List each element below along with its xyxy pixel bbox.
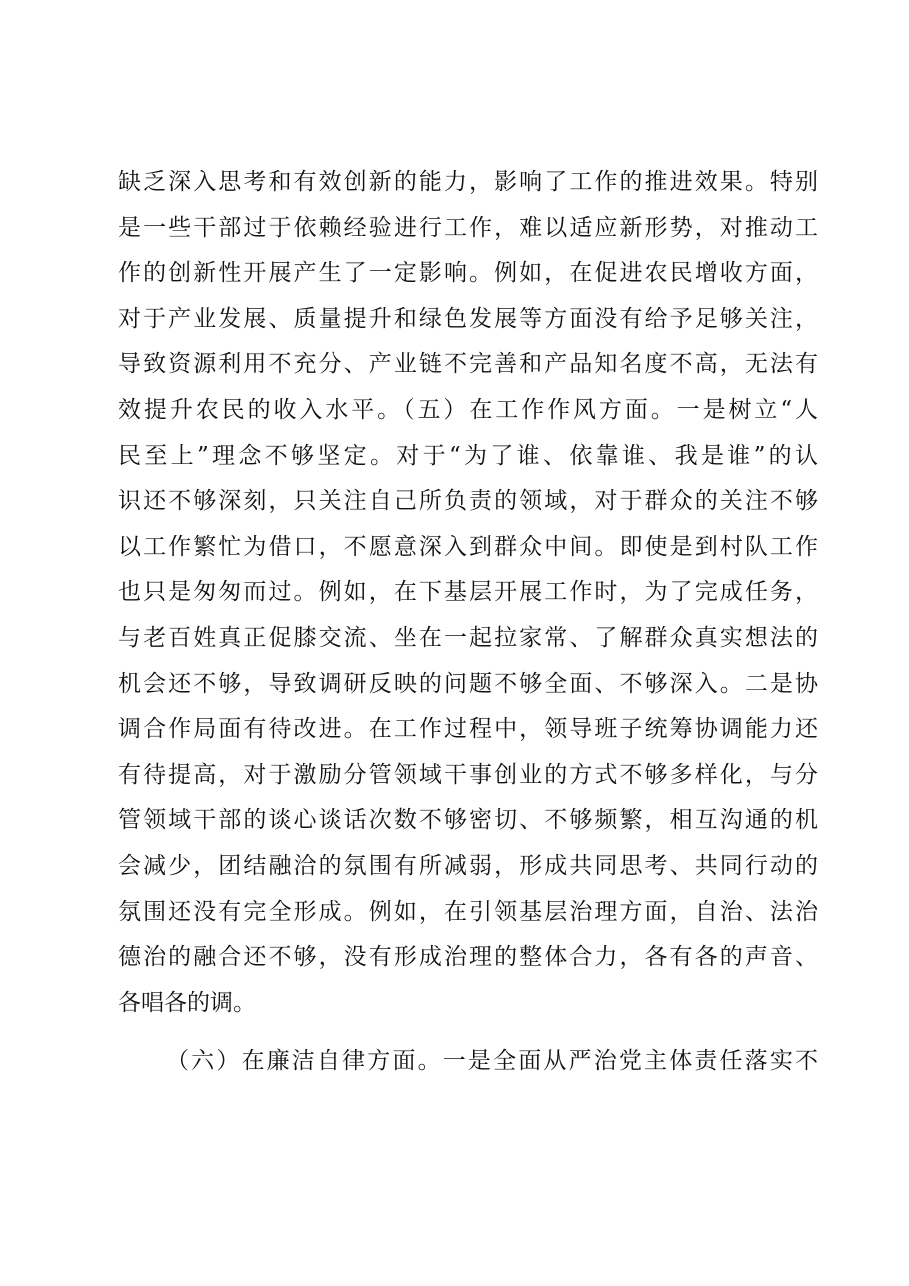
text-line: 与老百姓真正促膝交流、坐在一起拉家常、了解群众真实想法的 xyxy=(118,624,818,651)
text-line: 作的创新性开展产生了一定影响。例如，在促进农民增收方面， xyxy=(118,260,818,287)
document-body xyxy=(118,160,818,1085)
text-line: 德治的融合还不够，没有形成治理的整体合力，各有各的声音、 xyxy=(118,944,818,971)
text-line: 效提升农民的收入水平。（五）在工作作风方面。一是树立“人 xyxy=(118,396,818,423)
text-line: 也只是匆匆而过。例如，在下基层开展工作时，为了完成任务， xyxy=(118,579,818,606)
text-line: 会减少，团结融洽的氛围有所减弱，形成共同思考、共同行动的 xyxy=(118,852,818,879)
text-line: 氛围还没有完全形成。例如，在引领基层治理方面，自治、法治 xyxy=(118,898,818,925)
text-line: 对于产业发展、质量提升和绿色发展等方面没有给予足够关注， xyxy=(118,305,818,332)
text-line: 识还不够深刻，只关注自己所负责的领域，对于群众的关注不够 xyxy=(118,488,818,515)
section-heading-line: （六）在廉洁自律方面。一是全面从严治党主体责任落实不 xyxy=(166,1048,818,1075)
text-line: 机会还不够，导致调研反映的问题不够全面、不够深入。二是协 xyxy=(118,670,818,697)
text-line: 有待提高，对于激励分管领域干事创业的方式不够多样化，与分 xyxy=(118,761,818,788)
text-line: 以工作繁忙为借口，不愿意深入到群众中间。即使是到村队工作 xyxy=(118,533,818,560)
text-line: 导致资源利用不充分、产业链不完善和产品知名度不高，无法有 xyxy=(118,351,818,378)
text-line: 缺乏深入思考和有效创新的能力，影响了工作的推进效果。特别 xyxy=(118,169,818,195)
text-line: 是一些干部过于依赖经验进行工作，难以适应新形势，对推动工 xyxy=(118,214,818,241)
paragraph-end-line: 各唱各的调。 xyxy=(118,989,256,1016)
text-line: 管领域干部的谈心谈话次数不够密切、不够频繁，相互沟通的机 xyxy=(118,807,818,834)
text-line: 民至上”理念不够坚定。对于“为了谁、依靠谁、我是谁”的认 xyxy=(118,442,818,469)
text-line: 调合作局面有待改进。在工作过程中，领导班子统筹协调能力还 xyxy=(118,716,818,743)
